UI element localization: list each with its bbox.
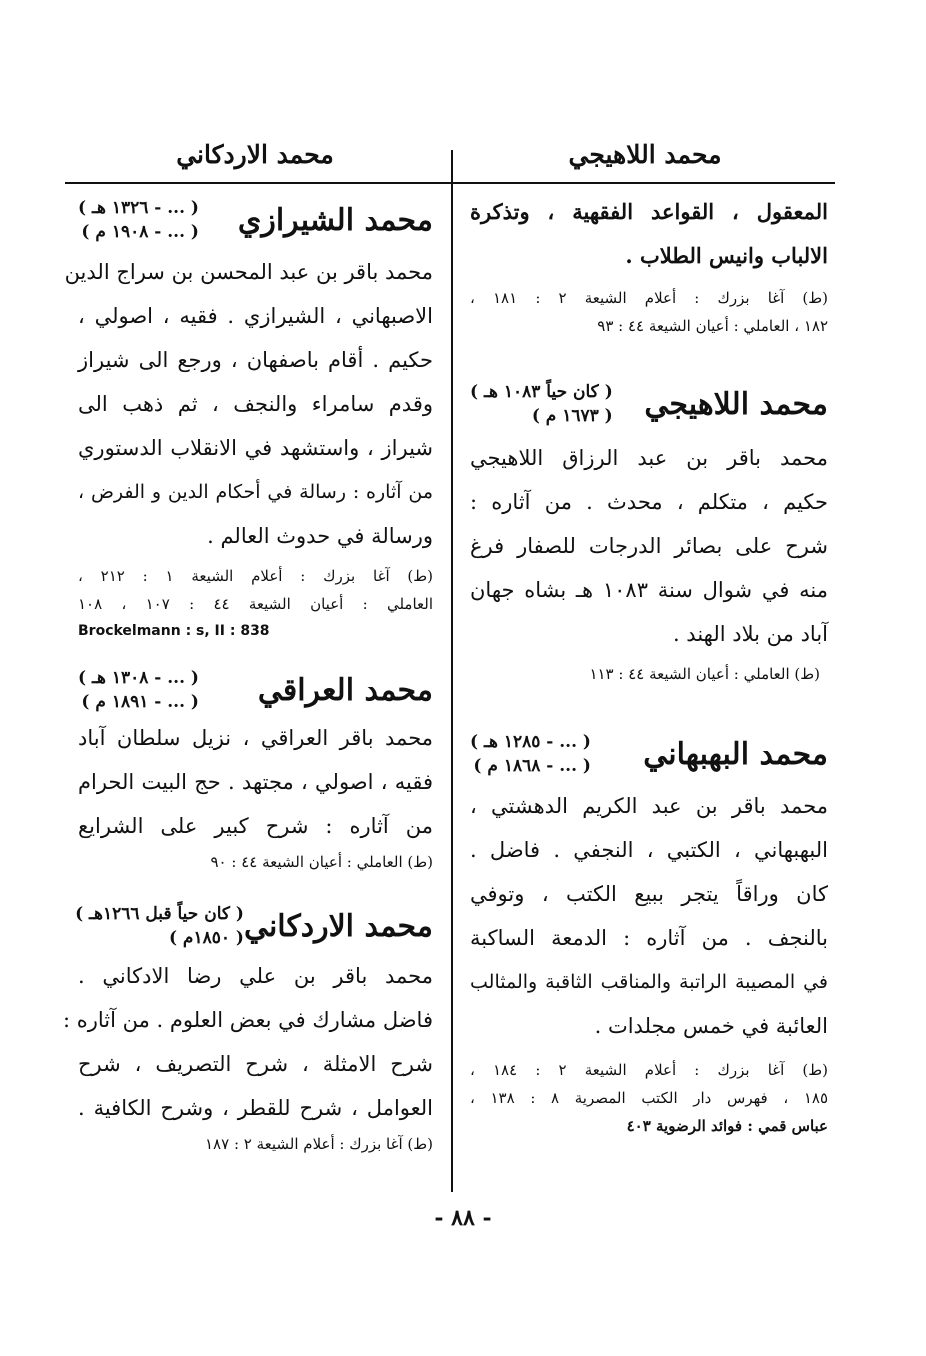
entry-heading — [470, 380, 828, 428]
right-column — [470, 190, 828, 1140]
continued-entry — [470, 190, 828, 340]
column-divider — [451, 150, 453, 1192]
entry-text-line: المعقول ، القواعد الفقهية ، وتذكرة — [470, 199, 828, 224]
entry-text-line: منه في شوال سنة ١٠٨٣ هـ بشاه جهان — [470, 578, 828, 602]
entry-text-line: شرح على بصائر الدرجات للصفار فرغ — [470, 534, 828, 558]
entry-text-line: الاصبهاني ، الشيرازي . فقيه ، اصولي ، — [78, 304, 433, 328]
header-divider — [65, 182, 835, 184]
entry-behbahani — [470, 730, 828, 1140]
entry-text-line: من آثاره : شرح كبير على الشرايع — [78, 814, 433, 838]
entry-name: محمد العراقي — [257, 672, 433, 708]
entry-shirazi — [64, 196, 433, 644]
date-gregorian: ( ... - ١٩٠٨ م ) — [81, 222, 199, 242]
entry-heading — [78, 666, 433, 714]
entry-name: محمد الشيرازي — [237, 202, 433, 238]
entry-text-line: حكيم ، متكلم ، محدث . من آثاره : — [470, 490, 828, 514]
entry-name: محمد الاردكاني — [243, 908, 433, 944]
date-hijri: ( ... - ١٢٨٥ هـ ) — [470, 732, 591, 752]
entry-text-line: البهبهاني ، الكتبي ، النجفي . فاضل . — [470, 838, 828, 862]
entry-dates — [75, 902, 244, 950]
entry-text-line: الالباب وانيس الطلاب . — [625, 243, 828, 268]
entry-text-line: العوامل ، شرح للقطر ، وشرح الكافية . — [78, 1096, 433, 1120]
date-hijri: ( ... - ١٣٠٨ هـ ) — [78, 668, 199, 688]
reference-line: ١٨٢ ، العاملي : أعيان الشيعة ٤٤ : ٩٣ — [597, 317, 828, 335]
reference-line: (ط) آغا بزرك : أعلام الشيعة ١ : ٢١٢ ، — [78, 567, 433, 585]
entry-text-line: في المصيبة الراتبة والمناقب الثاقبة والمثالب — [470, 971, 828, 993]
entry-text-line: فقيه ، اصولي ، مجتهد . حج البيت الحرام — [78, 770, 433, 794]
reference-line: (ط) العاملي : أعيان الشيعة ٤٤ : ٩٠ — [210, 853, 433, 871]
reference-line: ١٨٥ ، فهرس دار الكتب المصرية ٨ : ١٣٨ ، — [470, 1089, 829, 1107]
entry-text-line: محمد باقر بن عبد الرزاق اللاهيجي — [470, 446, 828, 470]
entry-text-line: محمد باقر بن عبد الكريم الدهشتي ، — [470, 794, 828, 818]
date-hijri: ( كان حياً ١٠٨٣ هـ ) — [470, 382, 613, 402]
page-number: - ٨٨ - — [434, 1205, 492, 1231]
date-hijri: ( كان حياً قبل ١٢٦٦هـ ) — [75, 904, 244, 924]
entry-dates — [78, 666, 199, 714]
entry-text-line: محمد باقر العراقي ، نزيل سلطان آباد — [78, 726, 433, 750]
entry-ardakani — [62, 902, 433, 1158]
entry-lahiji — [470, 380, 828, 688]
date-gregorian: ( ... - ١٨٦٨ م ) — [473, 756, 591, 776]
entry-text-line: العائبة في خمس مجلدات . — [594, 1014, 828, 1038]
running-header-left: محمد الاردكاني — [176, 140, 334, 169]
date-gregorian: ( ١٨٥٠م ) — [168, 928, 244, 948]
entry-iraqi — [78, 666, 433, 876]
reference-line: (ط) آغا بزرك : أعلام الشيعة ٢ : ١٨٧ — [205, 1135, 433, 1153]
entry-name: محمد البهبهاني — [643, 736, 828, 772]
entry-dates — [470, 380, 613, 428]
entry-heading — [470, 730, 828, 778]
entry-text-line: من آثاره : رسالة في أحكام الدين و الفرض ، — [78, 481, 433, 503]
reference-line: (ط) العاملي : أعيان الشيعة ٤٤ : ١١٣ — [589, 665, 820, 683]
entry-text-line: فاضل مشارك في بعض العلوم . من آثاره : — [62, 1008, 433, 1032]
entry-heading — [78, 196, 433, 244]
reference-line: (ط) آغا بزرك : أعلام الشيعة ٢ : ١٨٤ ، — [470, 1061, 828, 1079]
entry-text-line: كان وراقاً يتجر ببيع الكتب ، وتوفي — [470, 882, 828, 906]
entry-text-line: بالنجف . من آثاره : الدمعة الساكبة — [470, 926, 828, 950]
entry-dates — [78, 196, 199, 244]
entry-dates — [470, 730, 591, 778]
entry-text-line: ورسالة في حدوث العالم . — [207, 524, 433, 548]
entry-text-line: وقدم سامراء والنجف ، ثم ذهب الى — [78, 392, 433, 416]
date-gregorian: ( ... - ١٨٩١ م ) — [81, 692, 199, 712]
reference-line: العاملي : أعيان الشيعة ٤٤ : ١٠٧ ، ١٠٨ — [78, 595, 433, 613]
running-headers — [65, 140, 835, 182]
latin-reference: Brockelmann : s, II : 838 — [78, 623, 270, 639]
entry-text-line: آباد من بلاد الهند . — [672, 622, 828, 646]
entry-text-line: حكيم . أقام باصفهان ، ورجع الى شيراز — [78, 348, 433, 372]
reference-line: (ط) آغا بزرك : أعلام الشيعة ٢ : ١٨١ ، — [470, 289, 828, 307]
left-column — [62, 190, 433, 1158]
entry-text-line: محمد باقر بن عبد المحسن بن سراج الدين — [64, 260, 433, 284]
entry-heading — [75, 902, 433, 950]
reference-line: عباس قمي : فوائد الرضوية ٤٠٣ — [626, 1117, 828, 1135]
date-gregorian: ( ١٦٧٣ م ) — [531, 406, 613, 426]
entry-name: محمد اللاهيجي — [644, 386, 828, 422]
entry-text-line: محمد باقر بن علي رضا الادكاني . — [78, 964, 433, 988]
running-header-right: محمد اللاهيجي — [568, 140, 722, 169]
entry-text-line: شيراز ، واستشهد في الانقلاب الدستوري — [78, 436, 433, 460]
date-hijri: ( ... - ١٣٢٦ هـ ) — [78, 198, 199, 218]
entry-text-line: شرح الامثلة ، شرح التصريف ، شرح — [78, 1052, 433, 1076]
